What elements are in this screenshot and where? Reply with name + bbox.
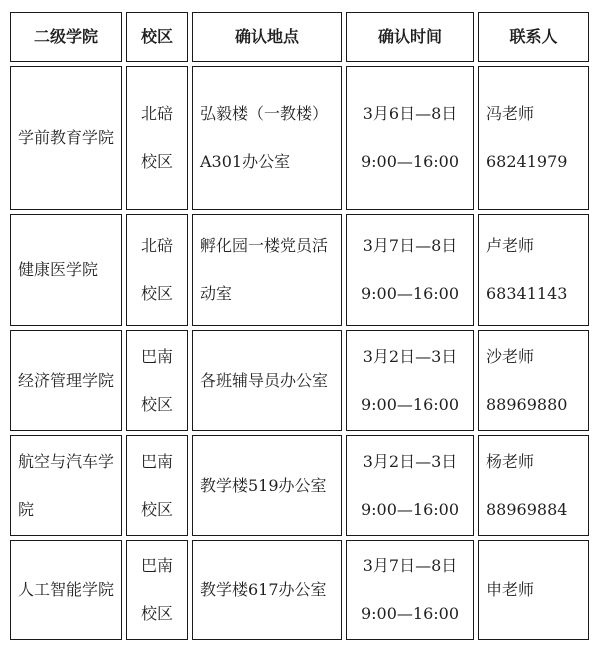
campus-cell: 巴南校区 xyxy=(126,540,188,640)
time-cell xyxy=(346,214,474,326)
confirmation-table xyxy=(6,8,593,644)
time-date: 3月6日—8日 xyxy=(362,104,458,123)
time-cell xyxy=(346,435,474,536)
contact-phone: 88969880 xyxy=(486,394,568,414)
header-college: 二级学院 xyxy=(10,12,122,62)
contact-name: 沙老师 xyxy=(486,346,535,366)
table-row xyxy=(10,540,589,640)
header-contact: 联系人 xyxy=(478,12,589,62)
time-cell xyxy=(346,330,474,431)
campus-cell: 巴南校区 xyxy=(126,330,188,431)
college-cell: 学前教育学院 xyxy=(10,66,122,210)
location-cell: 孵化园一楼党员活动室 xyxy=(192,214,342,326)
contact-phone: 88969884 xyxy=(486,499,568,519)
time-hours: 9:00—16:00 xyxy=(360,152,460,171)
contact-phone: 68241979 xyxy=(486,152,568,171)
time-hours: 9:00—16:00 xyxy=(360,499,460,519)
contact-name: 杨老师 xyxy=(486,451,535,471)
location-cell: 教学楼617办公室 xyxy=(192,540,342,640)
contact-cell xyxy=(478,540,589,640)
time-date: 3月7日—8日 xyxy=(362,556,458,575)
location-cell: 教学楼519办公室 xyxy=(192,435,342,536)
contact-name: 卢老师 xyxy=(486,236,535,255)
table-row xyxy=(10,435,589,536)
table-row xyxy=(10,66,589,210)
header-campus: 校区 xyxy=(126,12,188,62)
table-row xyxy=(10,214,589,326)
contact-cell xyxy=(478,435,589,536)
campus-cell: 北碚校区 xyxy=(126,66,188,210)
contact-name: 冯老师 xyxy=(486,104,535,123)
contact-cell xyxy=(478,214,589,326)
campus-cell: 北碚校区 xyxy=(126,214,188,326)
time-date: 3月7日—8日 xyxy=(362,236,458,255)
header-row xyxy=(10,12,589,62)
header-time: 确认时间 xyxy=(346,12,474,62)
location-cell: 各班辅导员办公室 xyxy=(192,330,342,431)
location-cell: 弘毅楼（一教楼）A301办公室 xyxy=(192,66,342,210)
college-cell: 人工智能学院 xyxy=(10,540,122,640)
contact-name: 申老师 xyxy=(486,580,535,599)
time-hours: 9:00—16:00 xyxy=(360,604,460,623)
time-cell xyxy=(346,66,474,210)
header-location: 确认地点 xyxy=(192,12,342,62)
time-hours: 9:00—16:00 xyxy=(360,284,460,303)
college-cell: 航空与汽车学院 xyxy=(10,435,122,536)
time-date: 3月2日—3日 xyxy=(362,346,458,366)
contact-cell xyxy=(478,66,589,210)
time-date: 3月2日—3日 xyxy=(362,451,458,471)
table-row xyxy=(10,330,589,431)
campus-cell: 巴南校区 xyxy=(126,435,188,536)
time-cell xyxy=(346,540,474,640)
contact-phone: 68341143 xyxy=(486,284,568,303)
college-cell: 健康医学院 xyxy=(10,214,122,326)
time-hours: 9:00—16:00 xyxy=(360,394,460,414)
contact-cell xyxy=(478,330,589,431)
college-cell: 经济管理学院 xyxy=(10,330,122,431)
